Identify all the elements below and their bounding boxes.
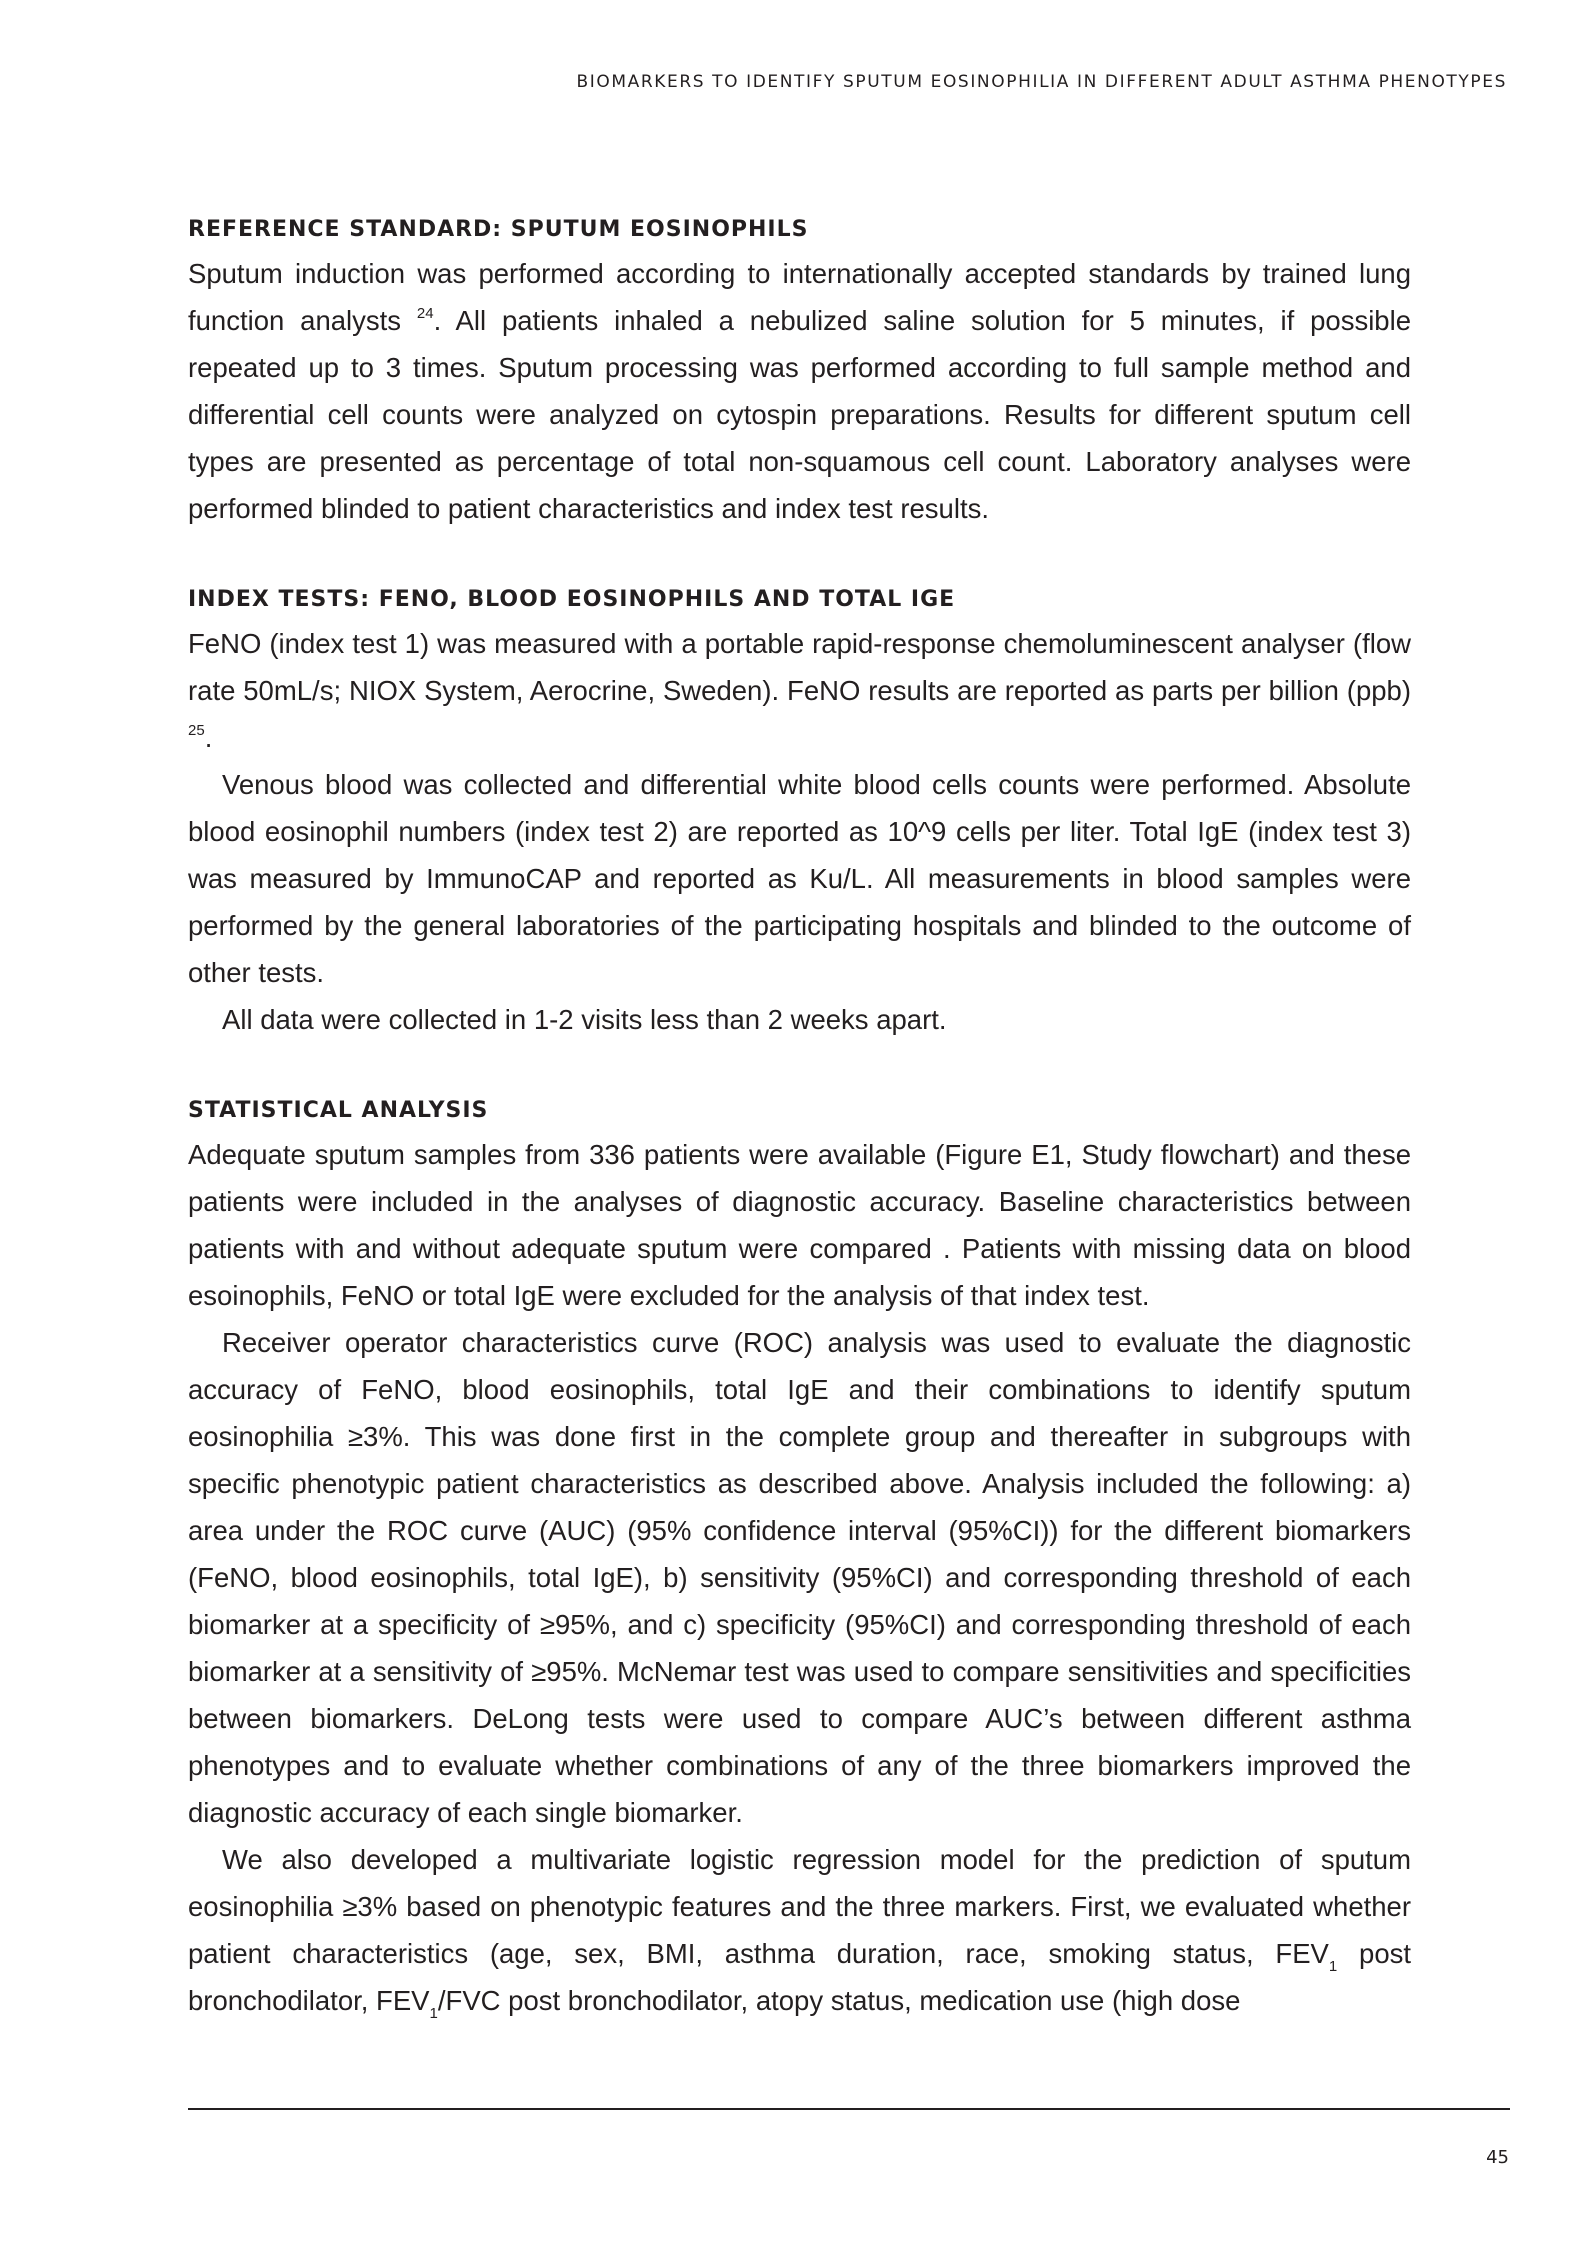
section-spacer: [188, 532, 1411, 580]
paragraph-data-collection: All data were collected in 1-2 visits less than 2 weeks apart.: [222, 1004, 947, 1035]
section-spacer: [188, 1043, 1411, 1091]
section-heading-index-tests: INDEX TESTS: FENO, BLOOD EOSINOPHILS AND TOTAL IGE: [188, 587, 956, 612]
subscript: 1: [429, 2005, 438, 2022]
text-run: post bronchodilator, FEV: [188, 1938, 1411, 2016]
paragraph-feno: [188, 620, 1411, 761]
text-run: FeNO (index test 1) was measured with a portable rapid-response chemoluminescent analyser (flow rate 50mL/s; NIOX System, Aerocrine, Sweden). FeNO results are reported as parts per billion (ppb): [188, 628, 1411, 706]
running-head: BIOMARKERS TO IDENTIFY SPUTUM EOSINOPHILIA IN DIFFERENT ADULT ASTHMA PHENOTYPES: [576, 72, 1507, 92]
text-run: Sputum induction was performed according to internationally accepted standards by trained lung function analysts: [188, 258, 1411, 336]
text-run: . All patients inhaled a nebulized saline solution for 5 minutes, if possible repeated up to 3 times. Sputum processing was performed according to full sample method and differential cell counts were analyzed on cytospin preparations. Results for different sputum cell types are presented as percentage of total non-squamous cell count. Laboratory analyses were performed blinded to patient characteristics and index test results.: [188, 305, 1411, 524]
text-run: We also developed a multivariate logistic regression model for the prediction of sputum eosinophilia ≥3% based on phenotypic features and the three markers. First, we evaluated whether patient characteristics (age, sex, BMI, asthma duration, race, smoking status, FEV: [188, 1844, 1411, 1969]
section-heading-reference-standard: REFERENCE STANDARD: SPUTUM EOSINOPHILS: [188, 217, 809, 242]
paragraph-regression-model: [188, 1836, 1411, 2024]
paragraph-venous-blood: Venous blood was collected and differential white blood cells counts were performed. Absolute blood eosinophil numbers (index test 2) are reported as 10^9 cells per liter. Total IgE (index test 3) was measured by ImmunoCAP and reported as Ku/L. All measurements in blood samples were performed by the general laboratories of the participating hospitals and blinded to the outcome of other tests.: [188, 769, 1411, 988]
section-heading-statistical-analysis: STATISTICAL ANALYSIS: [188, 1098, 489, 1123]
text-run: /FVC post bronchodilator, atopy status, medication use (high dose: [437, 1985, 1241, 2016]
subscript: 1: [1328, 1958, 1338, 1975]
paragraph-roc-analysis: Receiver operator characteristics curve (ROC) analysis was used to evaluate the diagnostic accuracy of FeNO, blood eosinophils, total IgE and their combinations to identify sputum eosinophilia ≥3%. This was done first in the complete group and thereafter in subgroups with specific phenotypic patient characteristics as described above. Analysis included the following: a) area under the ROC curve (AUC) (95% confidence interval (95%CI)) for the different biomarkers (FeNO, blood eosinophils, total IgE), b) sensitivity (95%CI) and corresponding threshold of each biomarker at a specificity of ≥95%, and c) specificity (95%CI) and corresponding threshold of each biomarker at a sensitivity of ≥95%. McNemar test was used to compare sensitivities and specificities between biomarkers. DeLong tests were used to compare AUC’s between different asthma phenotypes and to evaluate whether combinations of any of the three biomarkers improved the diagnostic accuracy of each single biomarker.: [188, 1327, 1411, 1828]
citation-ref: 24: [416, 305, 434, 322]
paragraph-reference-standard: [188, 250, 1411, 532]
page-number: 45: [1486, 2147, 1509, 2168]
paragraph-adequate-sputum: Adequate sputum samples from 336 patients were available (Figure E1, Study flowchart) and these patients were included in the analyses of diagnostic accuracy. Baseline characteristics between patients with and without adequate sputum were compared . Patients with missing data on blood esoinophils, FeNO or total IgE were excluded for the analysis of that index test.: [188, 1139, 1411, 1311]
citation-ref: 25: [188, 722, 205, 739]
body-text: [188, 210, 1411, 2024]
footer-divider: [188, 2108, 1510, 2110]
text-run: .: [204, 722, 213, 753]
